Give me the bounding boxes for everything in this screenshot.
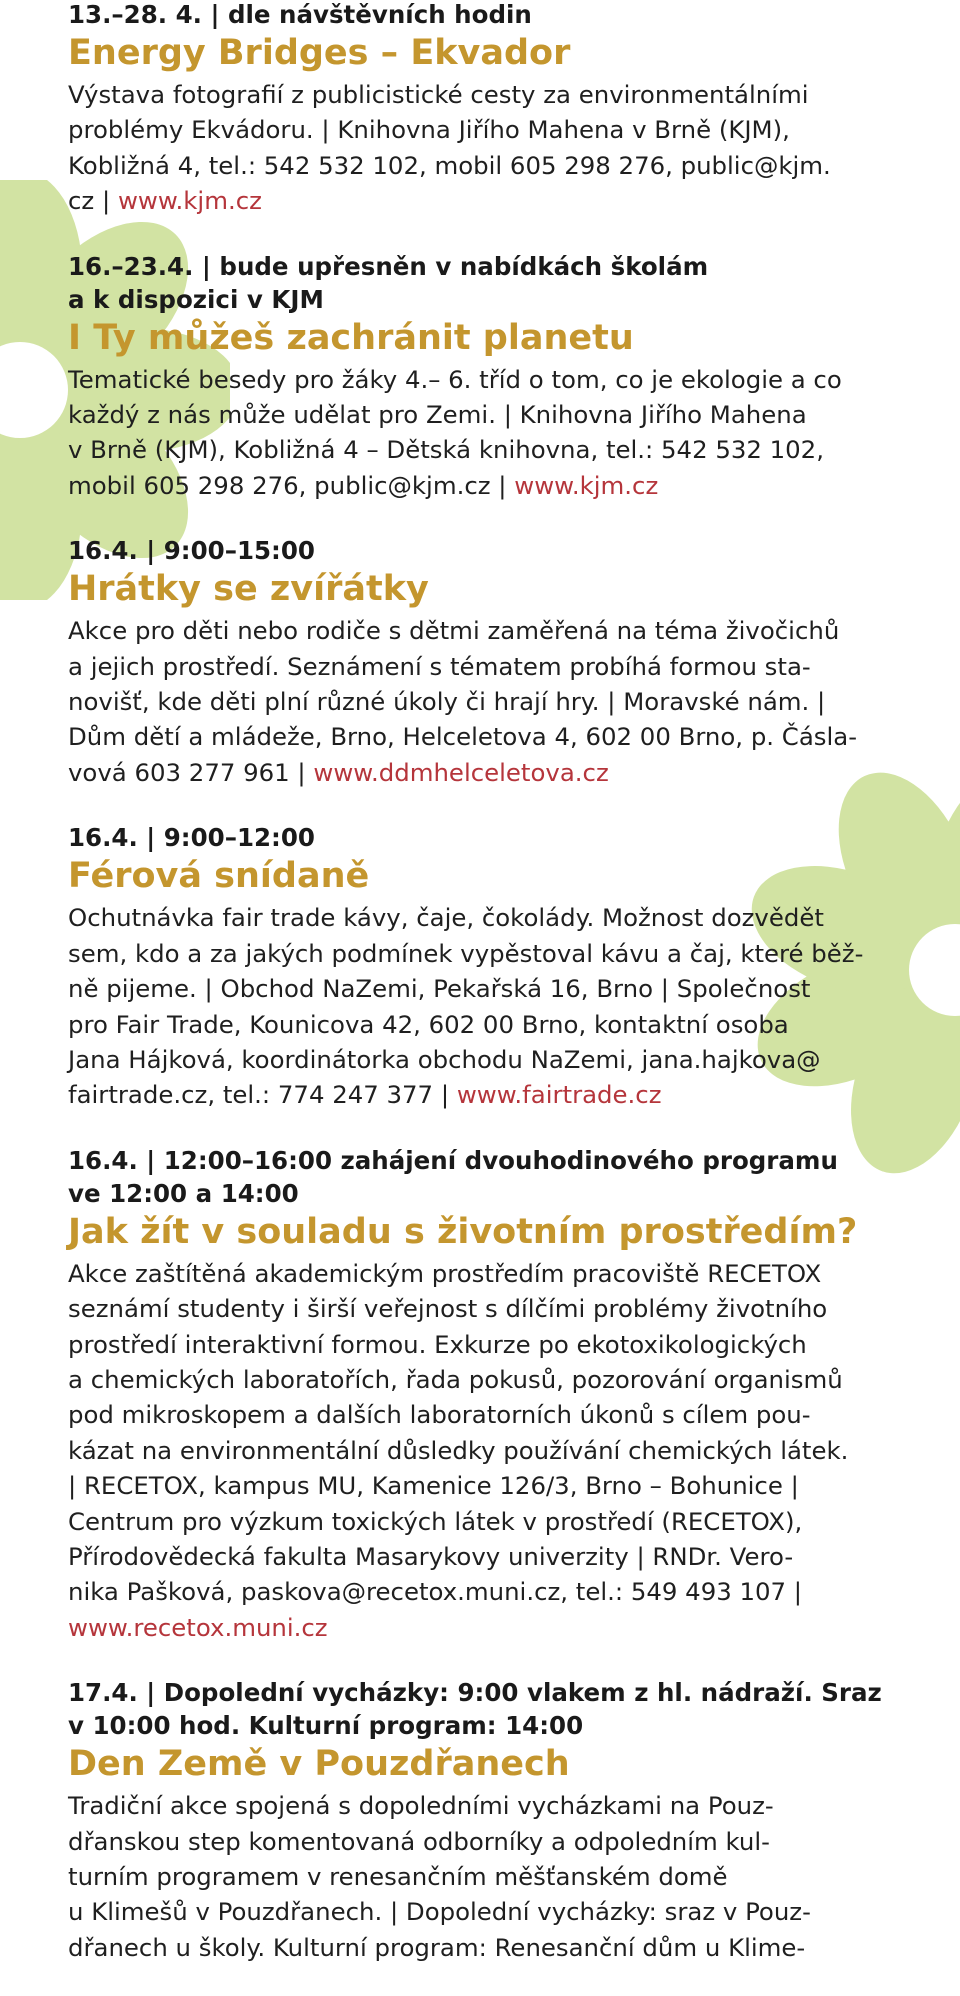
date-line: 17.4. | Dopolední vycházky: 9:00 vlakem z hl. nádraží. Sraz — [68, 1678, 882, 1708]
desc-line: u Klimešů v Pouzdřanech. | Dopolední vycházky: sraz v Pouz- — [68, 1897, 811, 1927]
desc-line: dřanech u školy. Kulturní program: Renesanční dům u Klime- — [68, 1932, 806, 1962]
event-zachranit-planetu — [68, 250, 890, 504]
desc-line: problémy Ekvádoru. | Knihovna Jiřího Mahena v Brně (KJM), — [68, 115, 790, 145]
event-ferova-snidane — [68, 821, 890, 1112]
event-date: 16.4. | 9:00–12:00 — [68, 823, 315, 853]
event-title: Férová snídaně — [68, 856, 370, 897]
desc-line: a jejich prostředí. Seznámení s tématem probíhá formou sta- — [68, 651, 811, 681]
desc-line: turním programem v renesančním měšťanském domě — [68, 1862, 728, 1891]
desc-line: Tematické besedy pro žáky 4.– 6. tříd o tom, co je ekologie a co — [68, 364, 842, 394]
desc-line: sem, kdo a za jakých podmínek vypěstoval kávu a čaj, které běž- — [68, 938, 864, 968]
desc-line: každý z nás může udělat pro Zemi. | Knihovna Jiřího Mahena — [68, 400, 807, 430]
event-date — [68, 250, 890, 316]
desc-line: prostředí interaktivní formou. Exkurze po ekotoxikologických — [68, 1329, 807, 1359]
website-link[interactable]: www.fairtrade.cz — [456, 1080, 662, 1110]
event-title: I Ty můžeš zachránit planetu — [68, 317, 634, 358]
desc-line-with-link — [68, 183, 890, 218]
desc-line: Kobližná 4, tel.: 542 532 102, mobil 605 298 276, public@kjm. — [68, 150, 831, 180]
desc-line: dřanskou step komentovaná odborníky a odpoledním kul- — [68, 1826, 770, 1856]
website-link[interactable]: www.kjm.cz — [514, 470, 659, 500]
desc-line: kázat na environmentální důsledky používání chemických látek. — [68, 1435, 849, 1465]
event-jak-zit-v-souladu — [68, 1144, 890, 1645]
event-date: 16.4. | 9:00–15:00 — [68, 536, 315, 566]
desc-line: fairtrade.cz, tel.: 774 247 377 | — [68, 1080, 457, 1110]
event-date — [68, 1144, 890, 1210]
desc-line: Výstava fotografií z publicistické cesty za environmentálními — [68, 80, 809, 109]
date-line: 16.4. | 12:00–16:00 zahájení dvouhodinového programu — [68, 1145, 838, 1175]
event-title: Den Země v Pouzdřanech — [68, 1744, 570, 1785]
event-date — [68, 1676, 890, 1742]
desc-line: vová 603 277 961 | — [68, 757, 314, 787]
event-description — [68, 362, 890, 504]
desc-line: mobil 605 298 276, public@kjm.cz | — [68, 470, 515, 500]
desc-line: Dům dětí a mládeže, Brno, Helceletova 4, 602 00 Brno, p. Čásla- — [68, 722, 858, 752]
date-line: v 10:00 hod. Kulturní program: 14:00 — [68, 1711, 584, 1741]
desc-line: ně pijeme. | Obchod NaZemi, Pekařská 16, Brno | Společnost — [68, 974, 811, 1004]
desc-line: cz | — [68, 186, 118, 216]
event-description — [68, 77, 890, 219]
desc-line: novišť, kde děti plní různé úkoly či hrají hry. | Moravské nám. | — [68, 687, 826, 717]
desc-line-with-link — [68, 1077, 890, 1112]
event-title: Hrátky se zvířátky — [68, 569, 429, 610]
desc-line: a chemických laboratořích, řada pokusů, pozorování organismů — [68, 1364, 843, 1394]
event-hratky-se-zviratky — [68, 534, 890, 790]
desc-line: Akce pro děti nebo rodiče s dětmi zaměřená na téma živočichů — [68, 616, 840, 646]
desc-line: Tradiční akce spojená s dopoledními vycházkami na Pouz- — [68, 1791, 774, 1821]
event-date: 13.–28. 4. | dle návštěvních hodin — [68, 0, 532, 29]
website-link[interactable]: www.recetox.muni.cz — [68, 1612, 328, 1642]
desc-line: Akce zaštítěná akademickým prostředím pracoviště RECETOX — [68, 1258, 822, 1288]
desc-line-with-link — [68, 468, 890, 503]
event-energy-bridges — [68, 0, 890, 219]
desc-line: nika Pašková, paskova@recetox.muni.cz, tel.: 549 493 107 | — [68, 1577, 803, 1607]
desc-line: pod mikroskopem a dalších laboratorních úkonů s cílem pou- — [68, 1400, 811, 1430]
desc-line: Centrum pro výzkum toxických látek v prostředí (RECETOX), — [68, 1506, 803, 1536]
date-line: a k dispozici v KJM — [68, 284, 324, 314]
desc-line: v Brně (KJM), Kobližná 4 – Dětská knihovna, tel.: 542 532 102, — [68, 435, 824, 465]
desc-line-with-link — [68, 755, 890, 790]
event-description — [68, 1256, 890, 1645]
event-description — [68, 1788, 890, 1965]
desc-line: seznámí studenty i širší veřejnost s dílčími problémy životního — [68, 1294, 828, 1324]
desc-line: Jana Hájková, koordinátorka obchodu NaZemi, jana.hajkova@ — [68, 1044, 821, 1074]
events-list — [68, 0, 890, 1996]
desc-line: Přírodovědecká fakulta Masarykovy univerzity | RNDr. Vero- — [68, 1541, 794, 1571]
desc-line: | RECETOX, kampus MU, Kamenice 126/3, Brno – Bohunice | — [68, 1471, 799, 1501]
desc-line: pro Fair Trade, Kounicova 42, 602 00 Brno, kontaktní osoba — [68, 1009, 789, 1039]
website-link[interactable]: www.ddmhelceletova.cz — [313, 757, 609, 787]
date-line: 16.–23.4. | bude upřesněn v nabídkách školám — [68, 251, 709, 281]
desc-line: Ochutnávka fair trade kávy, čaje, čokolády. Možnost dozvědět — [68, 903, 824, 933]
event-title: Jak žít v souladu s životním prostředím? — [68, 1211, 858, 1252]
event-description — [68, 900, 890, 1112]
event-title: Energy Bridges – Ekvador — [68, 33, 571, 73]
event-description — [68, 613, 890, 790]
event-den-zeme-pouzdrany — [68, 1676, 890, 1965]
date-line: ve 12:00 a 14:00 — [68, 1178, 299, 1208]
website-link[interactable]: www.kjm.cz — [117, 186, 262, 216]
